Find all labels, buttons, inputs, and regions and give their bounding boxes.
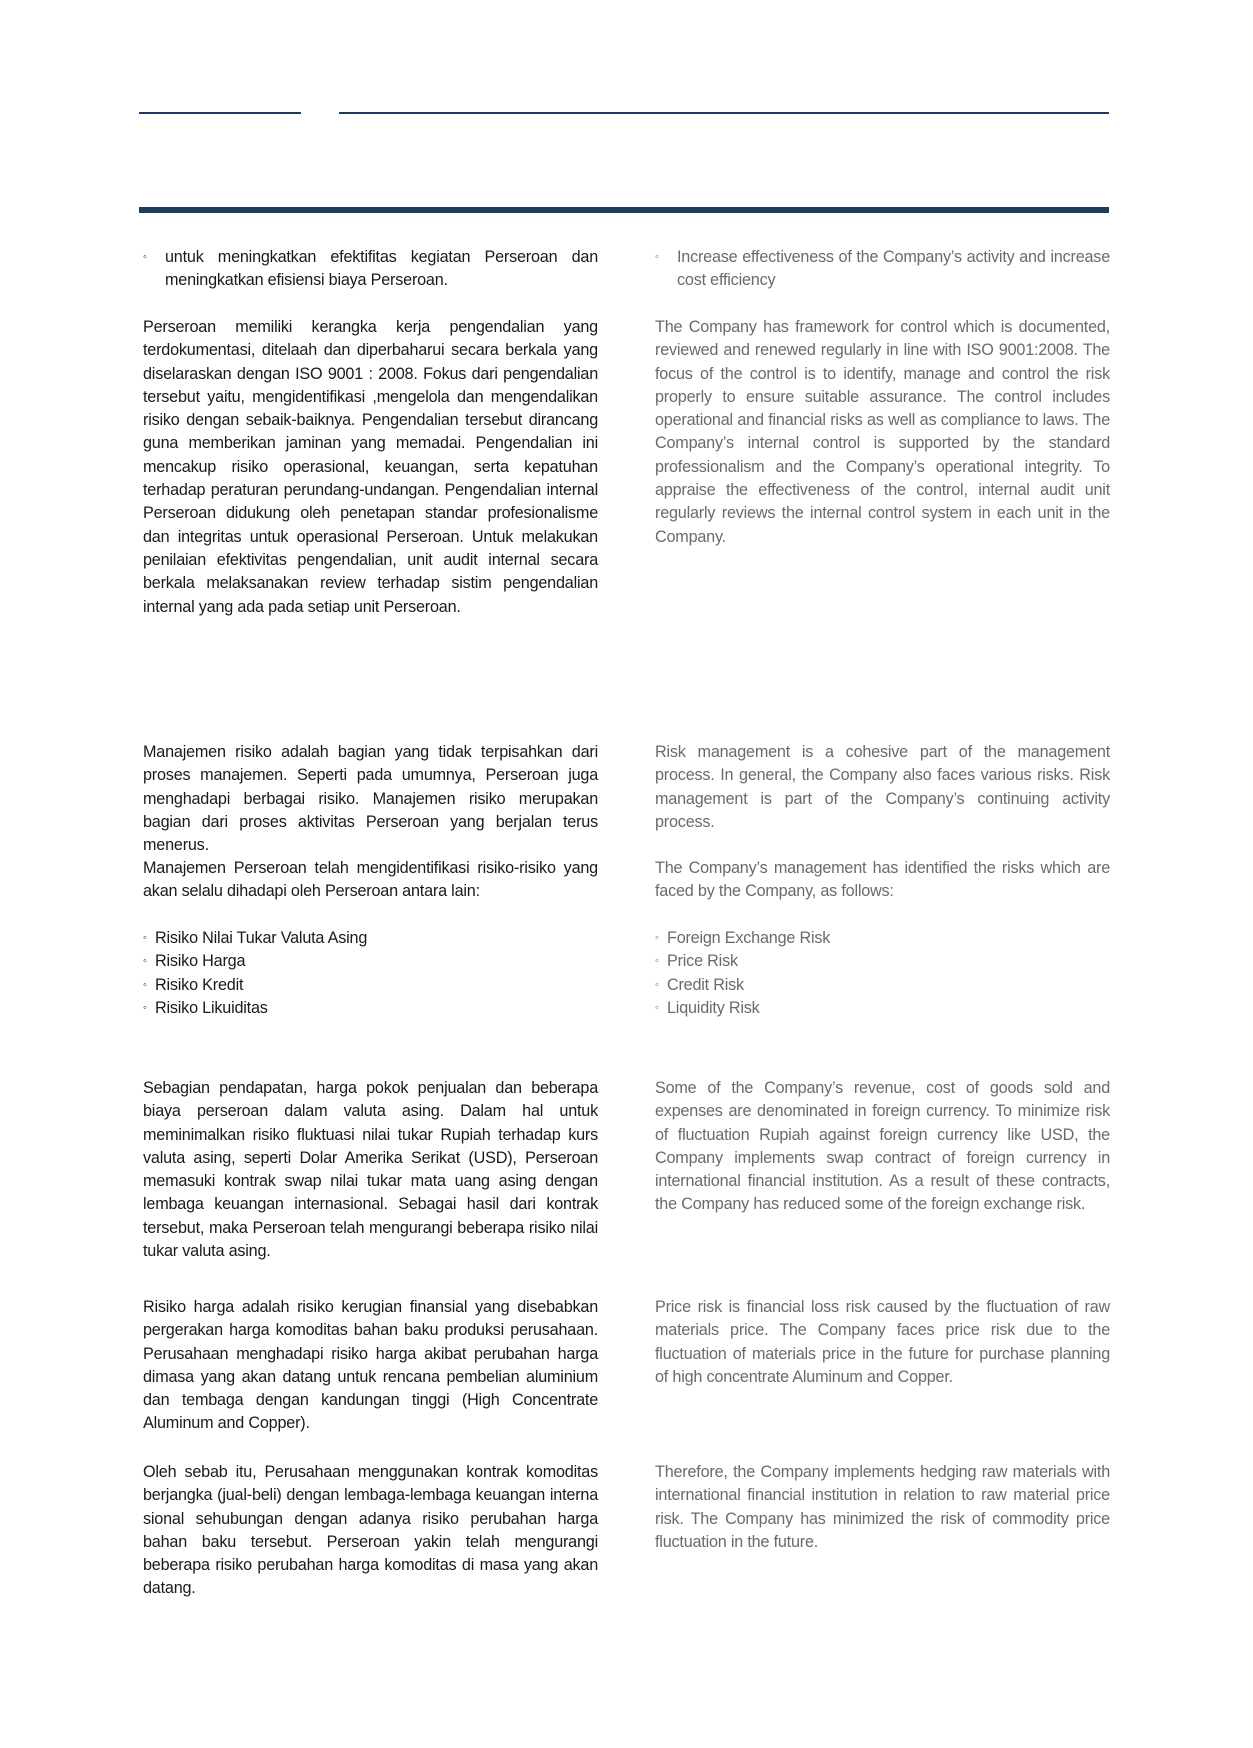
left-price-paragraph-1: Risiko harga adalah risiko kerugian finansial yang disebabkan pergerakan harga komoditas bahan baku produksi perusahaan. Perusahaan menghadapi risiko harga akibat perubahan harga dimasa yang akan datang untuk rencana pembelian aluminium dan tembaga dengan kandungan tinggi (High Concentrate Aluminum and Copper). [143, 1298, 598, 1433]
list-item [655, 950, 1110, 973]
list-item [143, 927, 598, 950]
list-item-text: untuk meningkatkan efektifitas kegiatan Perseroan dan meningkatkan efisiensi biaya Perseroan. [165, 248, 598, 290]
left-price-paragraph-2: Oleh sebab itu, Perusahaan menggunakan kontrak komoditas berjangka (jual-beli) dengan lembaga-lembaga keuangan interna sional sehubungan dengan adanya risiko perubahan harga bahan baku tersebut. Perseroan yakin telah mengurangi beberapa risiko perubahan harga komoditas di masa yang akan datang. [143, 1463, 598, 1598]
left-risk-paragraph-2: Manajemen Perseroan telah mengidentifikasi risiko-risiko yang akan selalu dihadapi oleh Perseroan antara lain: [143, 859, 598, 901]
right-control-paragraph: The Company has framework for control which is documented, reviewed and renewed regularly in line with ISO 9001:2008. The focus of the control is to identify, manage and control the risk properly to ensure suitable assurance. The control includes operational and financial risks as well as compliance to laws. The Company’s internal control is supported by the standard professionalism and the Company’s operational integrity. To appraise the effectiveness of the control, internal audit unit regularly reviews the internal control system in each unit in the Company. [655, 318, 1110, 546]
list-item-text: Credit Risk [667, 975, 744, 994]
list-item [143, 974, 598, 997]
left-control-paragraph: Perseroan memiliki kerangka kerja pengendalian yang terdokumentasi, ditelaah dan diperbaharui secara berkala yang diselaraskan dengan ISO 9001 : 2008. Fokus dari pengendalian tersebut yaitu, mengidentifikasi ,mengelola dan mengendalikan risiko dengan sebaik-baiknya. Pengendalian tersebut dirancang guna memberikan jaminan yang memadai. Pengendalian ini mencakup risiko operasional, keuangan, serta kepatuhan terhadap peraturan perundang-undangan. Pengendalian internal Perseroan didukung oleh penetapan standar profesionalisme dan integritas untuk operasional Perseroan. Untuk melakukan penilaian efektivitas pengendalian, unit audit internal secara berkala melaksanakan review terhadap sistim pengendalian internal yang ada pada setiap unit Perseroan. [143, 318, 598, 616]
bullet-icon: ◦ [143, 955, 147, 968]
right-risk-paragraph-2: The Company’s management has identified the risks which are faced by the Company, as follows: [655, 859, 1110, 901]
list-item [143, 950, 598, 973]
list-item-text: Risiko Kredit [155, 975, 244, 994]
right-risk-list [655, 927, 1110, 1020]
list-item-text: Risiko Likuiditas [155, 998, 268, 1017]
list-item [655, 974, 1110, 997]
list-item-text: Foreign Exchange Risk [667, 929, 831, 947]
section-divider-bar [139, 207, 1109, 213]
list-item [655, 997, 1110, 1020]
left-fx-paragraph: Sebagian pendapatan, harga pokok penjualan dan beberapa biaya perseroan dalam valuta asing. Dalam hal untuk meminimalkan risiko fluktuasi nilai tukar Rupiah terhadap kurs valuta asing, seperti Dolar Amerika Serikat (USD), Perseroan memasuki kontrak swap nilai tukar mata uang asing dengan lembaga keuangan internasional. Sebagai hasil dari kontrak tersebut, maka Perseroan telah mengurangi beberapa risiko nilai tukar valuta asing. [143, 1079, 598, 1261]
list-item-text: Risiko Harga [155, 952, 246, 971]
list-item [143, 997, 598, 1020]
list-item [655, 927, 1110, 950]
bullet-icon: ◦ [655, 955, 659, 968]
right-risk-paragraph-1: Risk management is a cohesive part of the management process. In general, the Company also faces various risks. Risk management is part of the Company’s continuing activity process. [655, 743, 1110, 831]
bullet-icon: ◦ [143, 251, 147, 263]
right-intro-bullet-list [655, 246, 1110, 293]
list-item-text: Risiko Nilai Tukar Valuta Asing [155, 929, 368, 947]
list-item [655, 246, 1110, 293]
right-fx-paragraph: Some of the Company’s revenue, cost of goods sold and expenses are denominated in foreign currency. To minimize risk of fluctuation Rupiah against foreign currency like USD, the Company implements swap contract of foreign currency in international financial institution. As a result of these contracts, the Company has reduced some of the foreign exchange risk. [655, 1079, 1110, 1214]
bullet-icon: ◦ [655, 978, 659, 991]
list-item [143, 246, 598, 293]
header-rule-long [339, 112, 1109, 114]
bullet-icon: ◦ [655, 251, 659, 263]
bullet-icon: ◦ [655, 932, 659, 944]
bullet-icon: ◦ [143, 1001, 147, 1014]
header-rule-short [139, 112, 301, 114]
list-item-text: Price Risk [667, 952, 738, 971]
bullet-icon: ◦ [655, 1001, 659, 1014]
left-intro-bullet-list [143, 246, 598, 293]
left-risk-paragraph-1: Manajemen risiko adalah bagian yang tidak terpisahkan dari proses manajemen. Seperti pada umumnya, Perseroan juga menghadapi berbagai risiko. Manajemen risiko merupakan bagian dari proses aktivitas Perseroan yang berjalan terus menerus. [143, 743, 598, 855]
left-risk-list [143, 927, 598, 1020]
list-item-text: Liquidity Risk [667, 998, 760, 1017]
right-price-paragraph-2: Therefore, the Company implements hedging raw materials with international financial institution in relation to raw material price risk. The Company has minimized the risk of commodity price fluctuation in the future. [655, 1463, 1110, 1551]
list-item-text: Increase effectiveness of the Company’s activity and increase cost efficiency [677, 248, 1110, 290]
bullet-icon: ◦ [143, 978, 147, 991]
bullet-icon: ◦ [143, 932, 147, 944]
right-price-paragraph-1: Price risk is financial loss risk caused by the fluctuation of raw materials price. The Company faces price risk due to the fluctuation of materials price in the future for purchase planning of high concentrate Aluminum and Copper. [655, 1298, 1110, 1386]
